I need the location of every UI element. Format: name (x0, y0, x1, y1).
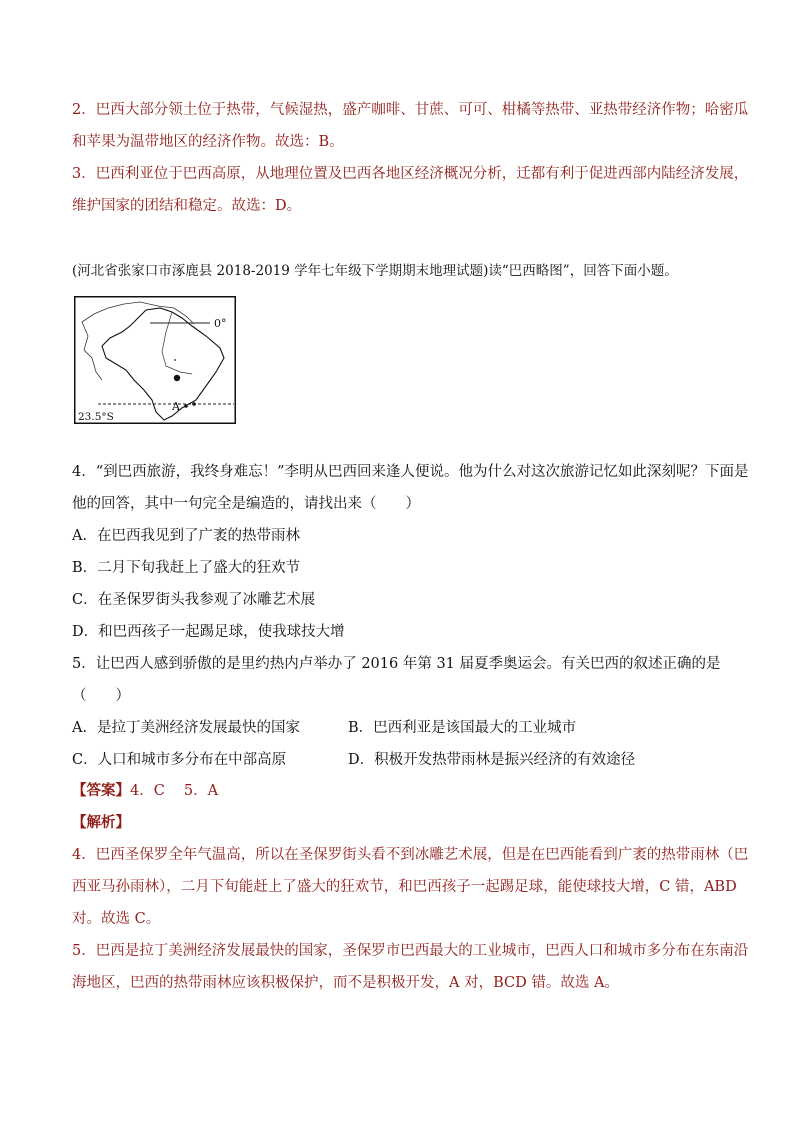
q4-option-c: C．在圣保罗街头我参观了冰雕艺术展 (72, 592, 316, 608)
question-source: (河北省张家口市涿鹿县 2018-2019 学年七年级下学期期末地理试题)读“巴西略图”，回答下面小题。 (72, 263, 678, 279)
tropic-label: 23.5°S (78, 411, 114, 423)
point-a-label: A (172, 400, 180, 413)
analysis-label: 【解析】 (72, 814, 130, 831)
answer-text: 4．C 5．A (130, 783, 219, 799)
q5-option-c: C．人口和城市多分布在中部高原 (72, 752, 287, 768)
q4-stem-line1: 4．“到巴西旅游，我终身难忘！”李明从巴西回来逢人便说。他为什么对这次旅游记忆如此深刻呢？下面是 (72, 464, 749, 480)
q4-option-a: A．在巴西我见到了广袤的热带雨林 (72, 528, 300, 544)
analysis-q5-line1: 5．巴西是拉丁美洲经济发展最快的国家，圣保罗市巴西最大的工业城市，巴西人口和城市多分布在东南沿 (72, 943, 749, 959)
q4-option-d: D．和巴西孩子一起踢足球，使我球技大增 (72, 624, 345, 640)
answer-line (72, 781, 218, 801)
q5-stem-line2: （ ） (72, 688, 130, 704)
q5-stem-line1: 5．让巴西人感到骄傲的是里约热内卢举办了 2016 年第 31 届夏季奥运会。有关巴西的叙述正确的是 (72, 656, 721, 672)
capital-dot (174, 375, 180, 381)
brazil-map (74, 296, 236, 424)
q5-option-a: A．是拉丁美洲经济发展最快的国家 (72, 720, 300, 736)
q4-stem-line2: 他的回答，其中一句完全是编造的，请找出来（ ） (72, 496, 420, 512)
q4-option-b: B．二月下旬我赶上了盛大的狂欢节 (72, 560, 301, 576)
q5-option-d: D．积极开发热带雨林是振兴经济的有效途径 (348, 752, 636, 768)
prev-analysis-q2-line2: 和苹果为温带地区的经济作物。故选：B。 (72, 134, 344, 150)
q5-option-b: B．巴西利亚是该国最大的工业城市 (348, 720, 577, 736)
answer-label: 【答案】 (72, 782, 130, 799)
equator-label: 0° (214, 317, 227, 330)
point-a-dot (184, 404, 188, 408)
prev-analysis-q2-line1: 2．巴西大部分领土位于热带，气候湿热，盛产咖啡、甘蔗、可可、柑橘等热带、亚热带经济作物；哈密瓜 (72, 102, 749, 118)
analysis-q5-line2: 海地区，巴西的热带雨林应该积极保护，而不是积极开发，A 对，BCD 错。故选 A。 (72, 975, 619, 991)
prev-analysis-q3-line1: 3．巴西利亚位于巴西高原，从地理位置及巴西各地区经济概况分析，迁都有利于促进西部内陆经济发展， (72, 166, 749, 182)
prev-analysis-q3-line2: 维护国家的团结和稳定。故选：D。 (72, 198, 302, 214)
analysis-q4-line2: 西亚马孙雨林），二月下旬能赶上了盛大的狂欢节，和巴西孩子一起踢足球，能使球技大增，C 错，ABD (72, 879, 737, 895)
point-a2-dot (192, 402, 196, 406)
analysis-q4-line1: 4．巴西圣保罗全年气温高，所以在圣保罗街头看不到冰雕艺术展，但是在巴西能看到广袤的热带雨林（巴 (72, 847, 749, 863)
map-mark (174, 359, 176, 361)
analysis-q4-line3: 对。故选 C。 (72, 911, 161, 927)
